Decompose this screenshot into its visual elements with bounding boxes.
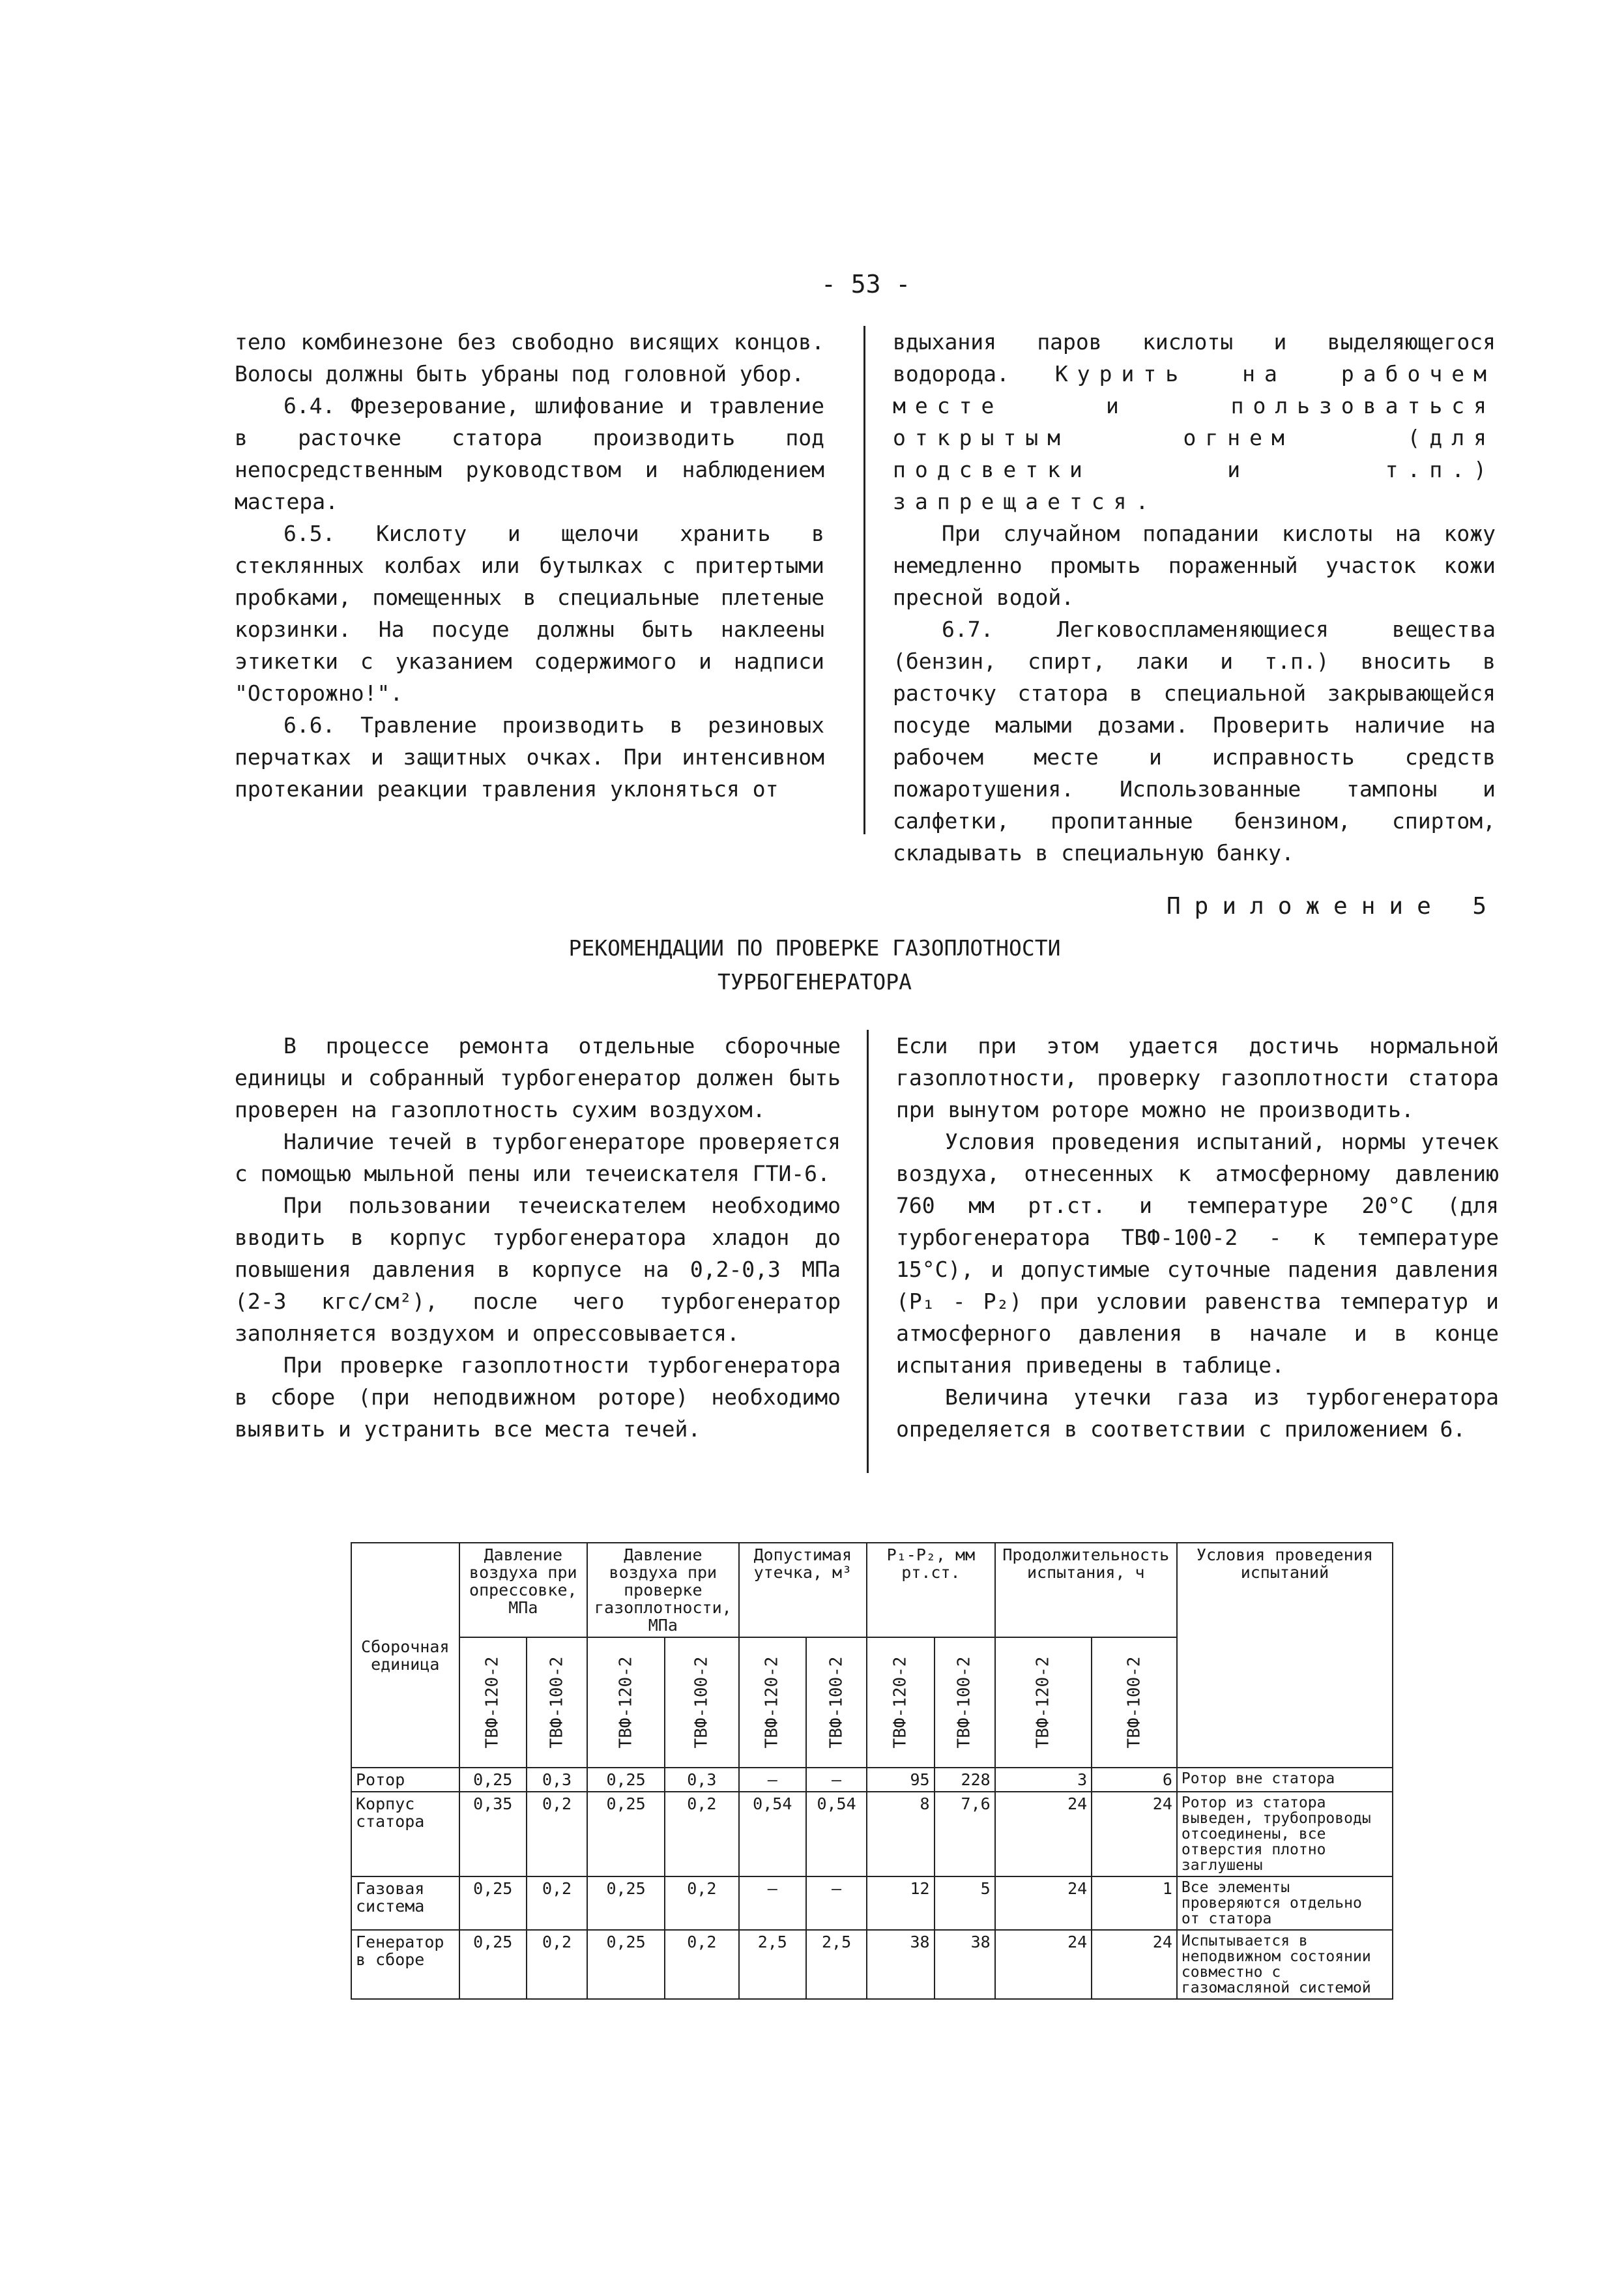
paragraph: В процессе ремонта отдельные сборочные единицы и собранный турбогенератор должен быть проверен на газоплотность сухим воздухом.: [235, 1033, 841, 1122]
paragraph: 6.4. Фрезерование, шлифование и травление в расточке статора производить под непосредственным руководством и наблюдением мастера.: [235, 393, 824, 514]
table-cell: 0,2: [665, 1930, 739, 1999]
table-cell: 38: [867, 1930, 934, 1999]
table-cell: 1: [1092, 1876, 1177, 1930]
table-cell: 0,3: [665, 1768, 739, 1792]
gas-tightness-table: [351, 1542, 1393, 2000]
table-cell: 0,25: [587, 1768, 665, 1792]
subheader-tvf120: ТВФ-120-2: [890, 1656, 910, 1749]
table-cell: 2,5: [806, 1930, 867, 1999]
table-cell: –: [739, 1876, 806, 1930]
paragraph: 6.6. Травление производить в резиновых перчатках и защитных очках. При интенсивном протекании реакции травления уклоняться от: [235, 712, 824, 802]
paragraph-start: вдыхания паров кислоты и выделяющегося водорода.: [893, 329, 1496, 387]
header-duration: Продолжительность испытания, ч: [995, 1543, 1177, 1637]
paragraph: Величина утечки газа из турбогенератора определяется в соответствии с приложением 6.: [896, 1384, 1499, 1442]
paragraph: [893, 326, 1496, 518]
row-conditions: Все элементы проверяются отдельно от статора: [1177, 1876, 1393, 1930]
table-cell: 0,25: [459, 1768, 527, 1792]
row-unit-name: Ротор: [351, 1768, 459, 1792]
table-cell: 95: [867, 1768, 934, 1792]
page-number: - 53 -: [821, 270, 911, 299]
paragraph: При проверке газоплотности турбогенератора в сборе (при неподвижном роторе) необходимо выявить и устранить все места течей.: [235, 1352, 841, 1442]
table-row: [351, 1876, 1393, 1930]
row-unit-name: Корпус статора: [351, 1792, 459, 1876]
table-cell: –: [739, 1768, 806, 1792]
subheader-tvf100: ТВФ-100-2: [954, 1656, 974, 1749]
table-cell: 24: [1092, 1930, 1177, 1999]
table-row: [351, 1930, 1393, 1999]
subheader-tvf100: ТВФ-100-2: [1124, 1656, 1144, 1749]
table-cell: 24: [995, 1792, 1092, 1876]
table-cell: 0,2: [665, 1876, 739, 1930]
table-cell: 38: [935, 1930, 995, 1999]
column-divider: [863, 326, 865, 834]
section-title-line-1: РЕКОМЕНДАЦИИ ПО ПРОВЕРКЕ ГАЗОПЛОТНОСТИ: [568, 935, 1061, 961]
subheader-tvf100: ТВФ-100-2: [691, 1656, 712, 1749]
header-unit: Сборочная единица: [351, 1543, 459, 1768]
table-cell: 0,2: [527, 1792, 587, 1876]
table-cell: 0,54: [806, 1792, 867, 1876]
table-cell: 228: [935, 1768, 995, 1792]
subheader-tvf120: ТВФ-120-2: [482, 1656, 502, 1749]
table-cell: 8: [867, 1792, 934, 1876]
header-pressure-check: Давление воздуха при проверке газоплотности, МПа: [587, 1543, 738, 1637]
row-conditions: Ротор из статора выведен, трубопроводы отсоединены, все отверстия плотно заглушены: [1177, 1792, 1393, 1876]
table-cell: 0,3: [527, 1768, 587, 1792]
column-divider: [867, 1030, 869, 1473]
table-cell: 5: [935, 1876, 995, 1930]
paragraph: тело комбинезоне без свободно висящих концов. Волосы должны быть убраны под головной убор.: [235, 329, 824, 387]
table-cell: 24: [995, 1930, 1092, 1999]
paragraph: 6.7. Легковоспламеняющиеся вещества (бензин, спирт, лаки и т.п.) вносить в расточку статора в специальной закрывающейся посуде малыми дозами. Проверить наличие на рабочем месте и исправность средств пожаротушения. Использованные тампоны и салфетки, пропитанные бензином, спиртом, складывать в специальную банку.: [893, 617, 1496, 866]
table-cell: 3: [995, 1768, 1092, 1792]
table-cell: 6: [1092, 1768, 1177, 1792]
header-conditions: Условия проведения испытаний: [1177, 1543, 1393, 1768]
row-unit-name: Газовая система: [351, 1876, 459, 1930]
table-cell: –: [806, 1876, 867, 1930]
header-leak: Допустимая утечка, м³: [739, 1543, 867, 1637]
paragraph: При случайном попадании кислоты на кожу немедленно промыть пораженный участок кожи пресной водой.: [893, 521, 1496, 610]
table-cell: 0,25: [587, 1930, 665, 1999]
left-column-top: [235, 326, 824, 805]
spaced-warning-text: Курить на рабочем месте и пользоваться открытым огнем (для подсветки и т.п.) запрещается.: [893, 361, 1496, 514]
table-cell: 24: [995, 1876, 1092, 1930]
row-conditions: Ротор вне статора: [1177, 1768, 1393, 1792]
subheader-tvf120: ТВФ-120-2: [762, 1656, 782, 1749]
paragraph: Условия проведения испытаний, нормы утечек воздуха, отнесенных к атмосферному давлению 760 мм рт.ст. и температуре 20°С (для турбогенератора ТВФ-100-2 - к температуре 15°С), и допустимые суточные падения давления (P₁ - P₂) при условии равенства температур и атмосферного давления в начале и в конце испытания приведены в таблице.: [896, 1129, 1499, 1378]
header-pressure-drop: P₁-P₂, мм рт.ст.: [867, 1543, 995, 1637]
table-cell: 7,6: [935, 1792, 995, 1876]
table-cell: 0,25: [459, 1876, 527, 1930]
row-unit-name: Генератор в сборе: [351, 1930, 459, 1999]
table-cell: 0,25: [587, 1876, 665, 1930]
subheader-tvf100: ТВФ-100-2: [826, 1656, 847, 1749]
table-cell: 0,2: [527, 1930, 587, 1999]
table-row: [351, 1792, 1393, 1876]
table-cell: 0,25: [587, 1792, 665, 1876]
table-cell: 0,25: [459, 1930, 527, 1999]
header-pressure-test: Давление воздуха при опрессовке, МПа: [459, 1543, 588, 1637]
subheader-tvf100: ТВФ-100-2: [547, 1656, 567, 1749]
table-cell: 24: [1092, 1792, 1177, 1876]
left-column-bottom: [235, 1030, 841, 1445]
table-cell: 0,2: [665, 1792, 739, 1876]
table-cell: 0,35: [459, 1792, 527, 1876]
appendix-label: Приложение 5: [1167, 893, 1501, 920]
paragraph: 6.5. Кислоту и щелочи хранить в стеклянных колбах или бутылках с притертыми пробками, помещенных в специальные плетеные корзинки. На посуде должны быть наклеены этикетки с указанием содержимого и надписи "Осторожно!".: [235, 521, 824, 706]
right-column-top: [893, 326, 1496, 869]
paragraph: При пользовании течеискателем необходимо вводить в корпус турбогенератора хладон до повышения давления в корпусе на 0,2-0,3 МПа (2-3 кгс/см²), после чего турбогенератор заполняется воздухом и опрессовывается.: [235, 1193, 841, 1346]
table-row: [351, 1768, 1393, 1792]
row-conditions: Испытывается в неподвижном состоянии совместно с газомасляной системой: [1177, 1930, 1393, 1999]
right-column-bottom: [896, 1030, 1499, 1445]
subheader-tvf120: ТВФ-120-2: [616, 1656, 636, 1749]
table-cell: 0,2: [527, 1876, 587, 1930]
table-cell: –: [806, 1768, 867, 1792]
paragraph: Наличие течей в турбогенераторе проверяется с помощью мыльной пены или течеискателя ГТИ-6.: [235, 1129, 841, 1186]
table-cell: 0,54: [739, 1792, 806, 1876]
paragraph: Если при этом удается достичь нормальной газоплотности, проверку газоплотности статора при вынутом роторе можно не производить.: [896, 1033, 1499, 1122]
section-title-line-2: ТУРБОГЕНЕРАТОРА: [717, 969, 912, 995]
table-cell: 12: [867, 1876, 934, 1930]
subheader-tvf120: ТВФ-120-2: [1033, 1656, 1053, 1749]
table-cell: 2,5: [739, 1930, 806, 1999]
